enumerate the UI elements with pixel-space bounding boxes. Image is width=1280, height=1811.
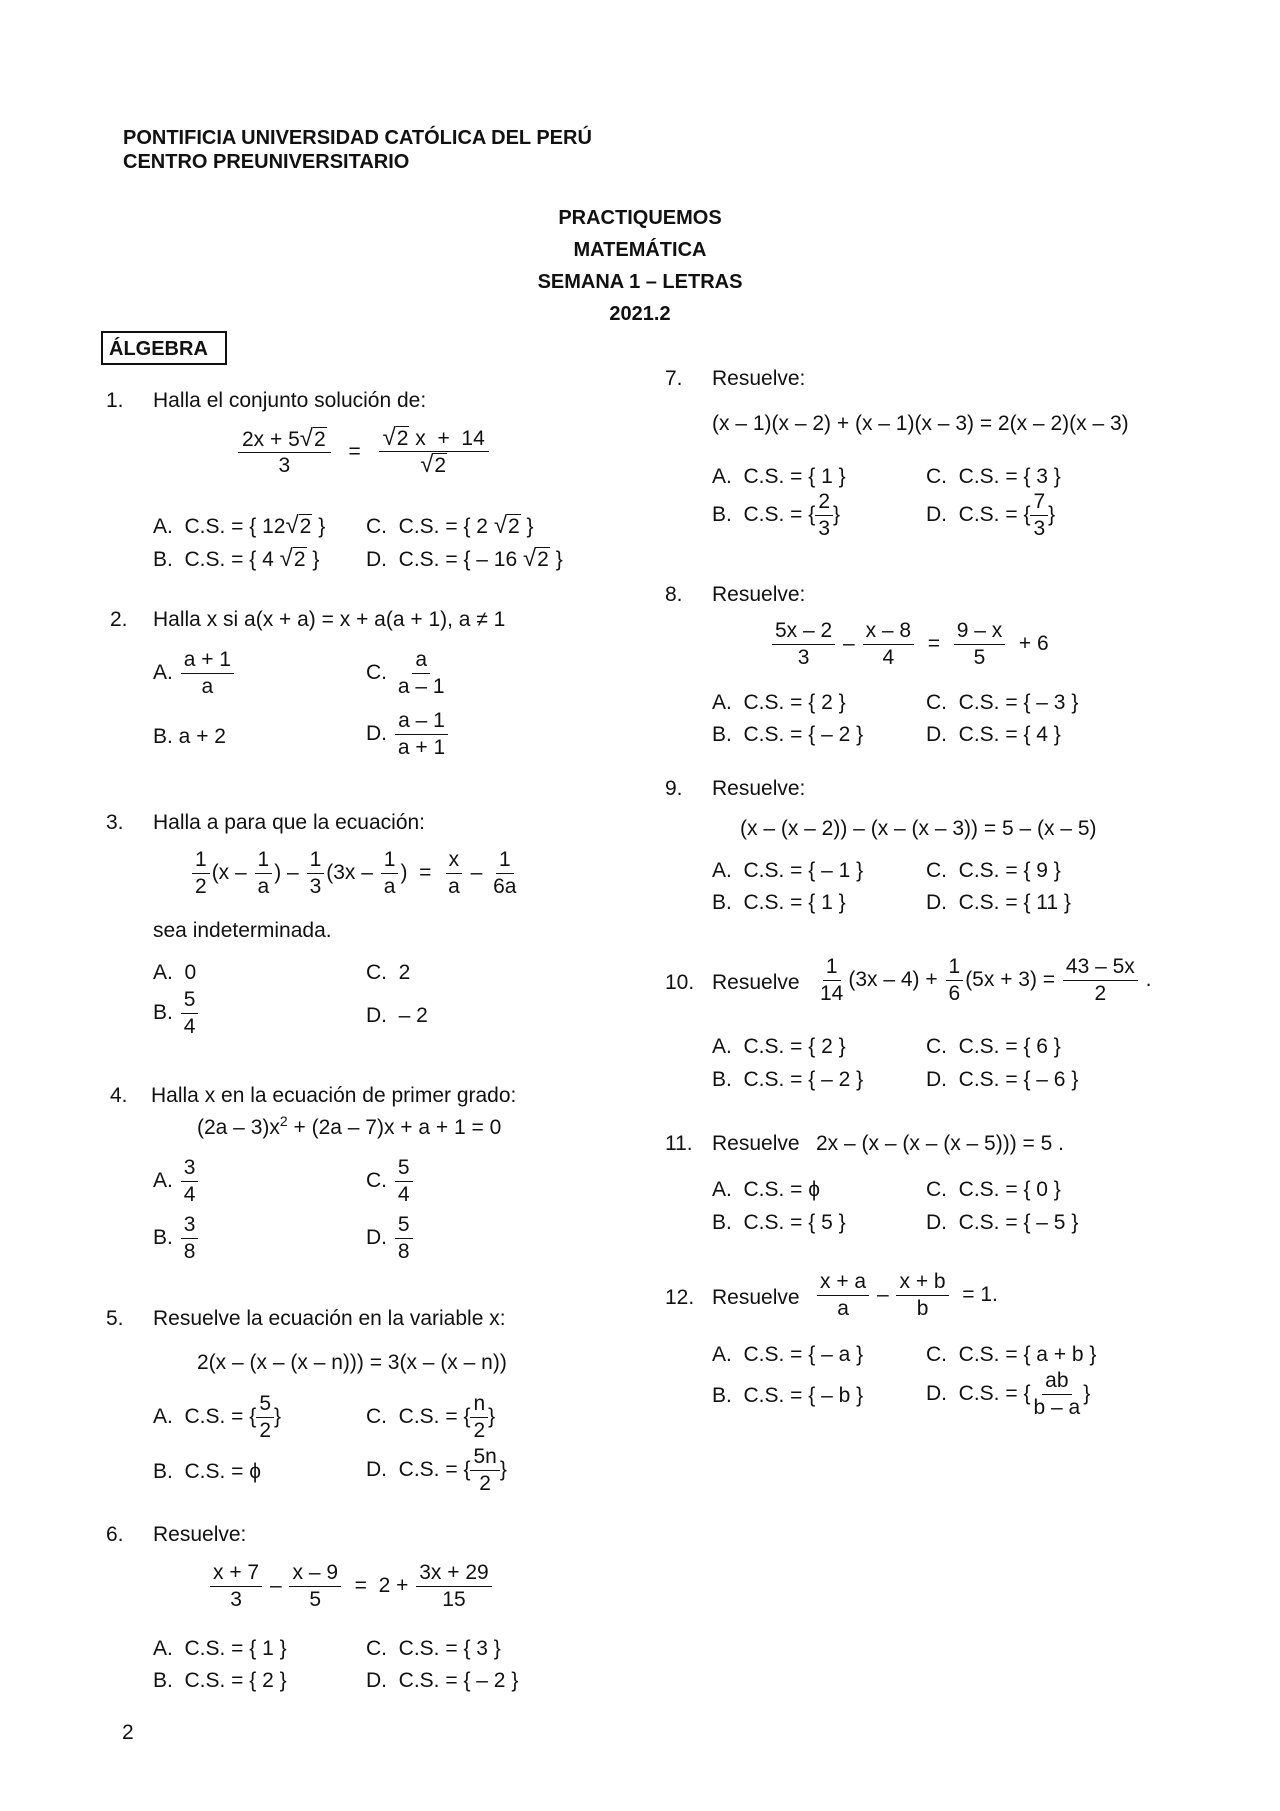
problem-number: 2. (110, 608, 128, 631)
page-number: 2 (122, 1721, 134, 1744)
option-d[interactable]: D. – 2 (366, 1004, 428, 1027)
fraction (379, 426, 489, 478)
option-a[interactable]: A. 0 (153, 961, 197, 984)
problem-number: 12. (665, 1286, 695, 1309)
option-b[interactable]: B. C.S. = { – b } (712, 1384, 864, 1407)
option-a[interactable]: A. C.S. = { – 1 } (712, 859, 864, 882)
problem-statement: Halla x en la ecuación de primer grado: (151, 1084, 517, 1107)
problem-number: 6. (106, 1523, 124, 1546)
option-c[interactable]: C. $\frac{a}{a - 1}$ (366, 648, 445, 699)
option-a[interactable]: A. $\frac{3}{4}$ (153, 1156, 200, 1207)
option-d[interactable]: D. $\frac{a - 1}{a + 1}$ (366, 709, 450, 760)
center-name: CENTRO PREUNIVERSITARIO (123, 151, 410, 173)
equation: $\frac{1}{14}$ (3x – 4) + $\frac{1}{6}$ (5x + 3) = $\frac{43 - 5x}{2}$ . (820, 955, 1152, 1006)
option-c[interactable]: C. C.S. = { 6 } (926, 1035, 1061, 1058)
option-d[interactable]: D. C.S. = { – 16 √ 2 } (366, 545, 563, 573)
option-d[interactable]: D. C.S. = { – 6 } (926, 1068, 1079, 1091)
option-b[interactable]: B. $\frac{3}{8}$ (153, 1213, 200, 1264)
equation: $\frac{1}{2}$ (x – $\frac{1}{a}$ ) – $\frac{1}{3}$ (3x – $\frac{1}{a}$ ) = $\frac{x}{a}$ – $\frac{1}{6a}$ (190, 848, 521, 899)
option-a[interactable]: A. C.S. = { $\frac{5}{2}$ } (153, 1392, 282, 1443)
problem-number: 7. (665, 367, 683, 390)
title-week: SEMANA 1 – LETRAS (537, 271, 743, 293)
equation: (x – (x – 2)) – (x – (x – 3)) = 5 – (x – 5) (740, 817, 1097, 840)
option-a[interactable]: A. $\frac{a + 1}{a}$ (153, 648, 236, 699)
problem-statement: Halla el conjunto solución de: (153, 389, 427, 412)
option-a[interactable]: A. C.S. = { 2 } (712, 1035, 846, 1058)
problem-statement: Resuelve (712, 1286, 800, 1309)
option-d[interactable]: D. C.S. = { 11 } (926, 891, 1071, 914)
option-c[interactable]: C. C.S. = { 3 } (926, 465, 1061, 488)
option-a[interactable]: A. C.S. = { – a } (712, 1343, 864, 1366)
option-b[interactable]: B. C.S. = { 2 } (153, 1669, 287, 1692)
problem-number: 9. (665, 777, 683, 800)
equation: $\frac{5x - 2}{3}$ – $\frac{x - 8}{4}$ = $\frac{9 - x}{5}$ + 6 (770, 619, 1049, 670)
problem-statement: Resuelve: (712, 777, 806, 800)
option-b[interactable]: B. C.S. = { 1 } (712, 891, 846, 914)
option-b[interactable]: B. C.S. = { – 2 } (712, 1068, 864, 1091)
option-a[interactable]: A. C.S. = { 12 √ 2 } (153, 512, 326, 540)
option-b[interactable]: B. a + 2 (153, 725, 226, 748)
problem-number: 5. (106, 1307, 124, 1330)
title-practiquemos: PRACTIQUEMOS (558, 207, 722, 229)
option-c[interactable]: C. $\frac{5}{4}$ (366, 1156, 415, 1207)
equation: (x – 1)(x – 2) + (x – 1)(x – 3) = 2(x – 2)(x – 3) (712, 412, 1129, 435)
equation: 2x – (x – (x – (x – 5))) = 5 . (816, 1132, 1064, 1155)
title-subject: MATEMÁTICA (573, 239, 707, 261)
option-b[interactable]: B. C.S. = { $\frac{2}{3}$ } (712, 490, 841, 541)
option-a[interactable]: A. C.S. = ϕ (712, 1178, 821, 1201)
problem-statement-continued: sea indeterminada. (153, 919, 332, 942)
fraction (238, 424, 331, 478)
numerator-text: x + 14 (409, 427, 485, 451)
problem-statement: Resuelve: (153, 1523, 247, 1546)
option-d[interactable]: D. C.S. = { $\frac{5n}{2}$ } (366, 1445, 507, 1496)
sqrt: √ 2 (420, 451, 447, 479)
problem-statement: Resuelve la ecuación en la variable x: (153, 1307, 506, 1330)
option-b[interactable]: B. $\frac{5}{4}$ (153, 988, 200, 1039)
option-c[interactable]: C. C.S. = { 0 } (926, 1178, 1061, 1201)
option-c[interactable]: C. 2 (366, 961, 411, 984)
equals-sign: = (348, 439, 361, 463)
option-d[interactable]: D. $\frac{5}{8}$ (366, 1213, 415, 1264)
numerator-text: 2x + 5 (242, 427, 300, 451)
problem-number: 10. (665, 971, 695, 994)
university-name: PONTIFICIA UNIVERSIDAD CATÓLICA DEL PERÚ (123, 127, 592, 149)
equation: $(2a - 3)x^2 + (2a - 7)x + a + 1 = 0$ (197, 1113, 502, 1139)
denominator: 3 (278, 453, 291, 477)
option-a[interactable]: A. C.S. = { 2 } (712, 691, 846, 714)
option-d[interactable]: D. C.S. = { $\frac{ab}{b - a}$ } (926, 1369, 1091, 1420)
problem-statement: Resuelve: (712, 583, 806, 606)
option-d[interactable]: D. C.S. = { $\frac{7}{3}$ } (926, 490, 1056, 541)
option-d[interactable]: D. C.S. = { – 2 } (366, 1669, 519, 1692)
option-b[interactable]: B. C.S. = ϕ (153, 1460, 262, 1483)
title-period: 2021.2 (609, 303, 671, 325)
option-c[interactable]: C. C.S. = { 9 } (926, 859, 1061, 882)
problem-number: 11. (665, 1132, 693, 1155)
option-b[interactable]: B. C.S. = { – 2 } (712, 723, 864, 746)
option-d[interactable]: D. C.S. = { 4 } (926, 723, 1061, 746)
problem-statement: Halla x si a(x + a) = x + a(a + 1), a ≠ 1 (153, 608, 506, 631)
sqrt: √ 2 (299, 424, 326, 452)
option-a[interactable]: A. C.S. = { 1 } (153, 1637, 287, 1660)
problem-number: 3. (106, 811, 124, 834)
option-d[interactable]: D. C.S. = { – 5 } (926, 1211, 1079, 1234)
equation: $\frac{x + a}{a}$ – $\frac{x + b}{b}$ = 1. (815, 1270, 998, 1321)
option-b[interactable]: B. C.S. = { 5 } (712, 1211, 846, 1234)
problem-statement: Resuelve (712, 1132, 800, 1155)
problem-number: 4. (110, 1084, 128, 1107)
problem-statement: Halla a para que la ecuación: (153, 811, 426, 834)
problem-statement: Resuelve: (712, 367, 806, 390)
problem-statement: Resuelve (712, 971, 800, 994)
section-heading: ÁLGEBRA (101, 331, 227, 365)
problem-number: 1. (106, 389, 124, 412)
option-c[interactable]: C. C.S. = { 2 √ 2 } (366, 512, 534, 540)
option-c[interactable]: C. C.S. = { $\frac{n}{2}$ } (366, 1392, 496, 1443)
option-c[interactable]: C. C.S. = { – 3 } (926, 691, 1079, 714)
problem-number: 8. (665, 583, 683, 606)
option-c[interactable]: C. C.S. = { 3 } (366, 1637, 501, 1660)
sqrt: √ 2 (382, 424, 409, 452)
equation: 2(x – (x – (x – n))) = 3(x – (x – n)) (197, 1351, 507, 1374)
option-c[interactable]: C. C.S. = { a + b } (926, 1343, 1097, 1366)
option-b[interactable]: B. C.S. = { 4 √ 2 } (153, 545, 320, 573)
equation (236, 426, 491, 478)
equation: $\frac{x + 7}{3}$ – $\frac{x - 9}{5}$ = 2 + $\frac{3x + 29}{15}$ (208, 1561, 494, 1612)
option-a[interactable]: A. C.S. = { 1 } (712, 465, 846, 488)
